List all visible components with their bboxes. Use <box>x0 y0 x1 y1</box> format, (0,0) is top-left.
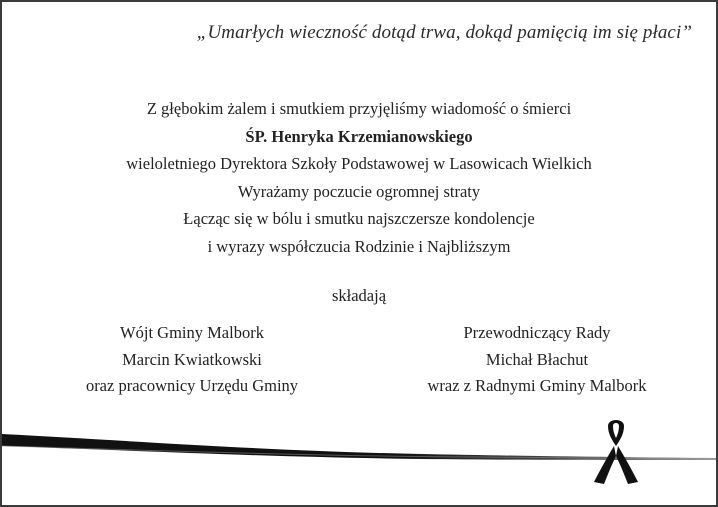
message-line-loss: Wyrażamy poczucie ogromnej straty <box>237 181 481 201</box>
signature-block-left <box>52 320 332 400</box>
condolence-message <box>2 95 716 261</box>
signature-left-title: Wójt Gminy Malbork <box>120 323 264 342</box>
message-line-sympathy: i wyrazy współczucia Rodzinie i Najbliższym <box>207 236 511 256</box>
signature-left-group: oraz pracownicy Urzędu Gminy <box>85 376 299 395</box>
deceased-name: ŚP. Henryka Krzemianowskiego <box>245 126 473 146</box>
memorial-quote: „Umarłych wieczność dotąd trwa, dokąd pamięcią im się płaci” <box>196 22 692 43</box>
signature-left-name: Marcin Kwiatkowski <box>122 349 262 369</box>
message-line-intro: Z głębokim żalem i smutkiem przyjęliśmy wiadomość o śmierci <box>146 99 572 118</box>
signature-right-title: Przewodniczący Rady <box>463 323 611 342</box>
message-line-condolences: Łącząc się w bólu i smutku najszczersze kondolencje <box>183 209 535 229</box>
message-line-position: wieloletniego Dyrektora Szkoły Podstawowej w Lasowicach Wielkich <box>126 154 592 174</box>
signature-block-right <box>392 320 682 400</box>
mourning-ribbon-icon <box>590 416 642 496</box>
signatories-intro: składają <box>331 286 387 305</box>
signature-right-group: wraz z Radnymi Gminy Malbork <box>427 376 647 395</box>
signature-right-name: Michał Błachut <box>485 349 589 369</box>
